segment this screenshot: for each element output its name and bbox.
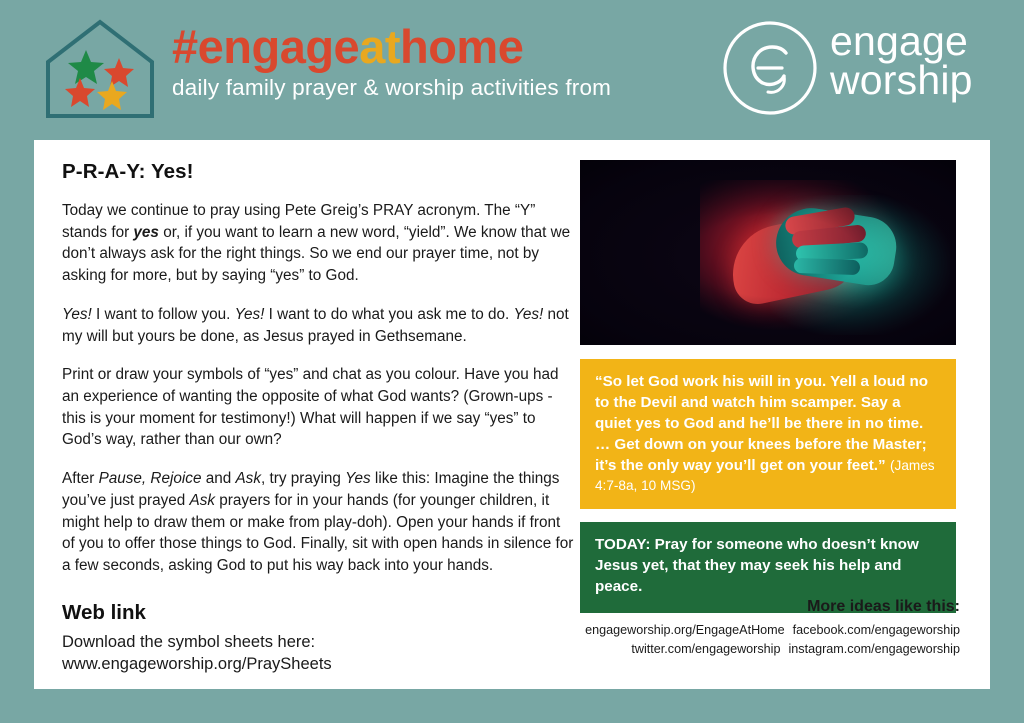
weblink-description: Download the symbol sheets here: — [62, 632, 316, 651]
practice-ask-2: Ask — [189, 491, 216, 509]
page-title — [172, 22, 732, 73]
title-engage: engage — [197, 20, 360, 73]
scripture-quote-box — [580, 359, 956, 509]
title-at: at — [359, 20, 400, 73]
paragraph-yes — [62, 304, 574, 347]
paragraph-intro-part2: or, if you want to learn a new word, “yield”. We know that we don’t always ask for the right things. So we end our prayer time, not by asking for more, but by saying “yes” to God. — [62, 223, 571, 285]
practice-ask: Ask — [235, 470, 261, 488]
right-column — [580, 160, 956, 613]
section-heading: P-R-A-Y: Yes! — [62, 160, 194, 183]
practice-d: like this: Imagine the things you’ve just prayed — [62, 470, 560, 509]
today-label: TODAY: — [595, 535, 651, 553]
left-column — [62, 160, 574, 675]
weblink-url[interactable]: www.engageworship.org/PraySheets — [62, 655, 332, 674]
practice-b: and — [201, 470, 236, 488]
practice-yes: Yes — [345, 470, 371, 488]
yes-emph-2: Yes! — [234, 305, 265, 323]
paragraph-practice — [62, 468, 574, 577]
title-home: home — [399, 20, 524, 73]
practice-e: prayers for in your hands (for younger children, it might help to draw them or make from play-doh). Open your hands if front of you to offer those things to God. Finally, sit with open hands in silence for a few seconds, asking God to put his way back into your hands. — [62, 491, 574, 575]
paragraph-intro — [62, 200, 574, 287]
yes-emph-3: Yes! — [513, 305, 544, 323]
footer — [580, 598, 960, 659]
hash-mark: # — [172, 20, 198, 73]
house-logo-icon — [40, 14, 160, 124]
practice-c: , try praying — [260, 470, 346, 488]
brand-worship: worship — [830, 56, 973, 103]
footer-link-facebook[interactable]: facebook.com/engageworship — [792, 623, 960, 637]
yes-text-c: not my will but yours be done, as Jesus prayed in Gethsemane. — [62, 305, 569, 345]
hands-photo — [580, 160, 956, 345]
practice-a: After — [62, 470, 99, 488]
content-card — [34, 140, 990, 689]
footer-links-row-1 — [580, 621, 960, 640]
title-block — [172, 22, 732, 101]
today-text: Pray for someone who doesn’t know Jesus yet, that they may seek his help and peace. — [595, 535, 919, 595]
scripture-quote-reference: (James 4:7-8a, 10 MSG) — [595, 457, 935, 493]
footer-link-instagram[interactable]: instagram.com/engageworship — [788, 641, 960, 656]
brand-engage: engage — [830, 18, 969, 64]
footer-link-twitter[interactable]: twitter.com/engageworship — [631, 641, 781, 656]
photo-vignette — [580, 160, 956, 345]
practice-pause-rejoice: Pause, Rejoice — [98, 470, 202, 488]
paragraph-intro-part1: Today we continue to pray using Pete Greig’s PRAY acronym. The “Y” stands for — [62, 202, 536, 241]
yes-emph-1: Yes! — [62, 305, 92, 323]
paragraph-symbols: Print or draw your symbols of “yes” and chat as you colour. Have you had an experience of wanting the opposite of what God wants? (Grown-ups - this is your moment for testimony!) What will happen if we say “yes” to God’s way, rather than our own? — [62, 366, 559, 449]
header — [0, 0, 1024, 138]
brand-text — [830, 18, 973, 103]
engage-worship-logo — [722, 18, 1007, 123]
scripture-quote-text: “So let God work his will in you. Yell a loud no to the Devil and watch him scamper. Say a quiet yes to God and he’ll be there in no time. … Get down on your knees before the Master; it’s the only way you’ll get on your feet.” — [595, 373, 929, 474]
yes-text-a: I want to follow you. — [91, 305, 235, 323]
more-ideas-label: More ideas like this: — [807, 598, 960, 615]
footer-links-row-2 — [580, 640, 960, 659]
monogram-circle-icon — [722, 20, 818, 116]
yes-text-b: I want to do what you ask me to do. — [264, 305, 514, 323]
paragraph-intro-emph: yes — [133, 223, 159, 241]
weblink-heading: Web link — [62, 600, 146, 624]
page-subtitle: daily family prayer & worship activities from — [172, 74, 612, 100]
footer-link-engageathome[interactable]: engageworship.org/EngageAtHome — [585, 623, 785, 637]
